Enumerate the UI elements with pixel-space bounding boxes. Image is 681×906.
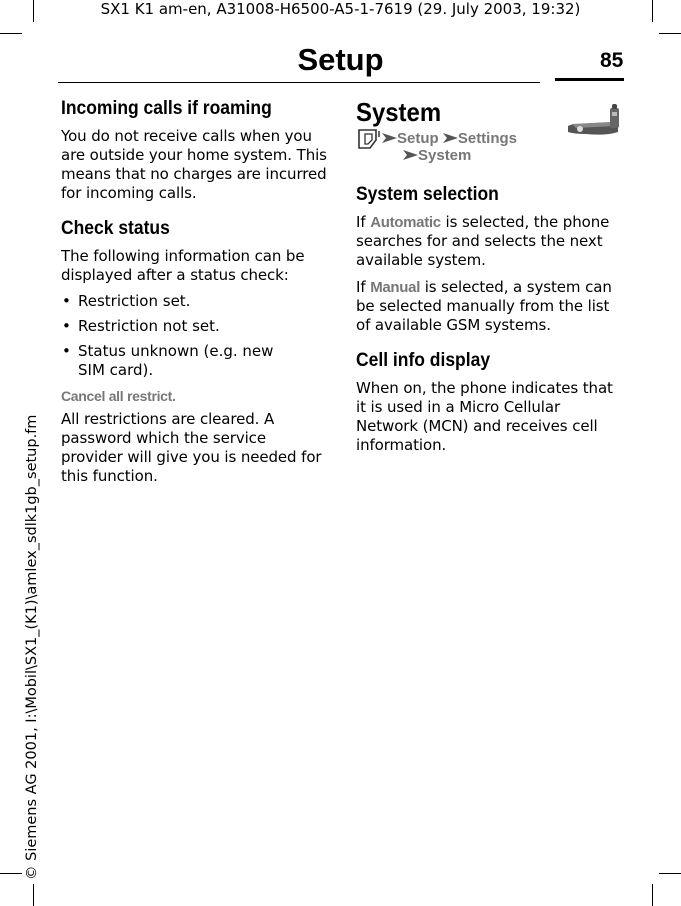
arrow-right-icon bbox=[443, 133, 458, 143]
cancel-restrictions-label: Cancel all restrict. bbox=[61, 388, 176, 404]
menu-path bbox=[356, 128, 624, 168]
automatic-term: Automatic bbox=[370, 214, 441, 231]
nav-system: System bbox=[418, 147, 472, 164]
list-item: • Restriction not set. bbox=[62, 317, 220, 335]
status-list bbox=[61, 292, 329, 380]
crop-mark bbox=[652, 884, 653, 906]
crop-mark bbox=[0, 33, 22, 34]
page-title: Setup bbox=[297, 42, 384, 77]
cell-info-heading: Cell info display bbox=[356, 350, 491, 371]
page-number: 85 bbox=[600, 49, 624, 72]
crop-mark bbox=[33, 884, 34, 906]
menu-key-icon bbox=[356, 128, 382, 150]
bullet-dot: • bbox=[62, 342, 71, 360]
roaming-heading: Incoming calls if roaming bbox=[61, 98, 272, 119]
document-meta-header: SX1 K1 am-en, A31008-H6500-A5-1-7619 (29. July 2003, 19:32) bbox=[100, 0, 581, 18]
nav-setup: Setup bbox=[397, 130, 439, 147]
bullet-dot: • bbox=[62, 317, 71, 335]
list-item: • Status unknown (e.g. new SIM card). bbox=[62, 342, 274, 379]
system-heading: System bbox=[356, 97, 442, 127]
page-number-rule bbox=[555, 78, 624, 81]
nav-settings: Settings bbox=[457, 130, 518, 147]
check-status-intro: The following information can be displayed after a status check: bbox=[61, 247, 305, 284]
manual-paragraph: If Manual is selected, a system can be selected manually from the list of available GSM systems. bbox=[356, 278, 612, 334]
arrow-right-icon bbox=[382, 133, 397, 143]
left-column bbox=[61, 98, 329, 486]
check-status-heading: Check status bbox=[61, 218, 170, 239]
copyright-side-text: © Siemens AG 2001, I:\Mobil\SX1_(K1)\amlex_sdlk1gb_setup.fm bbox=[24, 414, 40, 880]
list-item: • Restriction set. bbox=[62, 292, 191, 310]
system-selection-heading: System selection bbox=[356, 184, 499, 205]
crop-mark bbox=[659, 33, 681, 34]
arrow-right-icon bbox=[403, 150, 418, 160]
manual-term: Manual bbox=[370, 279, 421, 296]
roaming-text: You do not receive calls when you are outside your home system. This means that no charges are incurred for incoming calls. bbox=[61, 127, 327, 202]
right-column bbox=[356, 98, 624, 455]
automatic-paragraph: If Automatic is selected, the phone searches for and selects the next available system. bbox=[356, 213, 610, 269]
cancel-restrictions-text: All restrictions are cleared. A password which the service provider will give you is needed for this function. bbox=[61, 410, 322, 485]
bullet-dot: • bbox=[62, 292, 71, 310]
cell-info-text: When on, the phone indicates that it is used in a Micro Cellular Network (MCN) and receives cell information. bbox=[356, 379, 613, 454]
title-rule bbox=[58, 82, 540, 83]
crop-mark bbox=[659, 873, 681, 874]
crop-mark bbox=[0, 873, 22, 874]
